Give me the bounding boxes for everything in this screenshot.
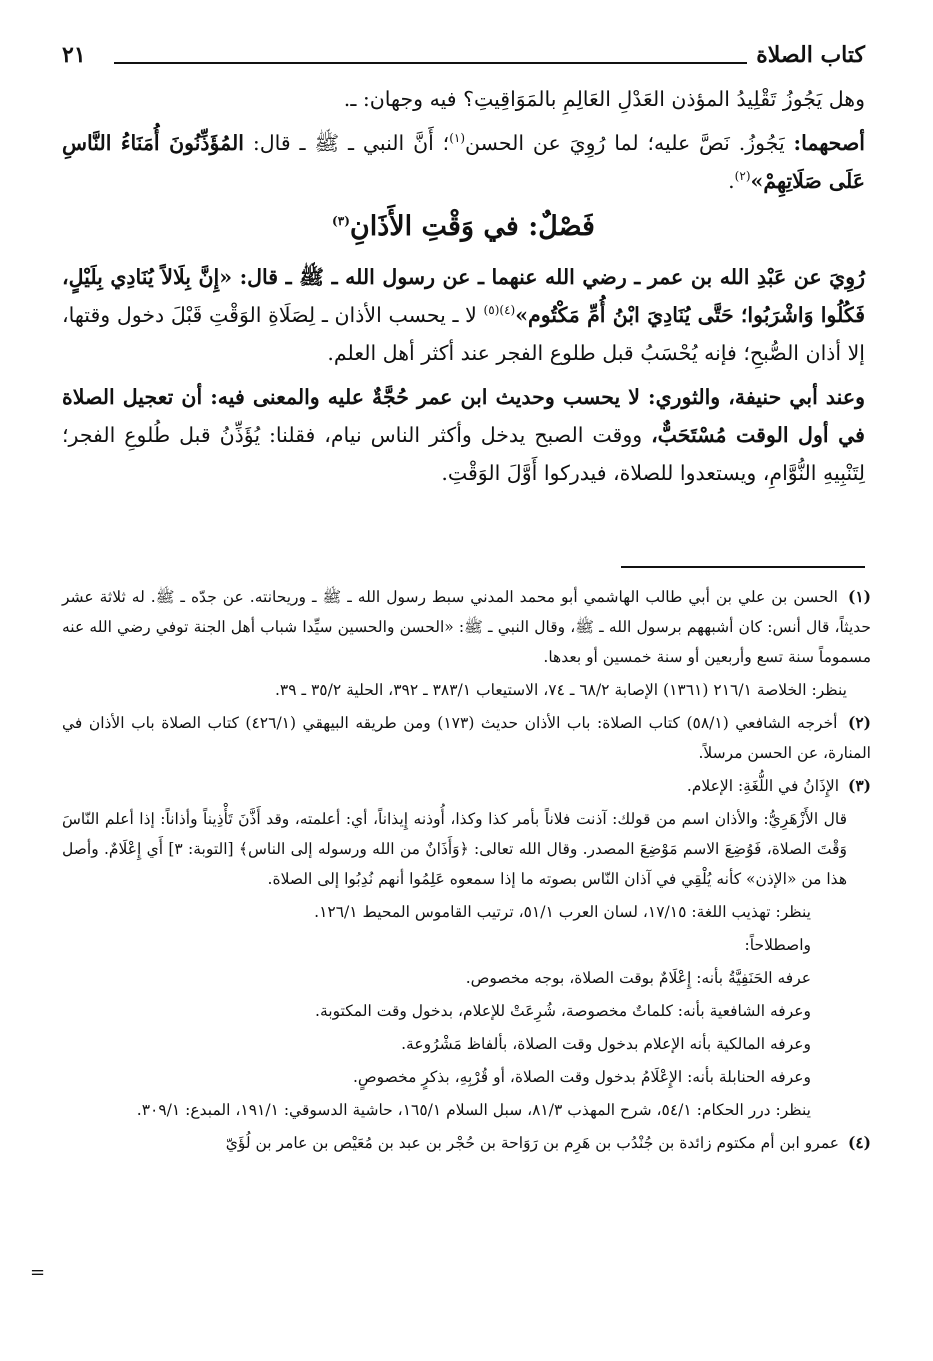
footnote-4-text: عمرو ابن أم مكتوم زائدة بن جُنْدُب بن هَرِم بن رَوَاحة بن حُجْر بن عبد بن مُعَيْص بن عامر بن لُؤَيّ <box>225 1134 840 1152</box>
footnote-2-number: (٢) <box>848 713 872 732</box>
footnote-3-hanafi: عرفه الحَنَفِيَّةُ بأنه: إِعْلَامٌ بوقت الصلاة، بوجه مخصوص. <box>465 969 811 987</box>
section-heading <box>62 206 865 248</box>
footnote-3-azhari: قال الأَزْهَرِيُّ: والأذان اسم من قولك: آذنت فلاناً بأمر كذا وكذا، أُوذنه إِيذاناً، أي: أعلمته، وقد أَذَّنَ تَأْذِيناً وأذاناً: إذا أعلم النّاسَ وَقْتَ الصلاة، فَوُضِعَ الاسم مَوْضِعَ المصدر. وقال الله تعالى: ﴿وَأَذَانٌ من الله ورسوله إلى الناس﴾ [التوبة: ٣] أَي إِعْلَامٌ. وأصل هذا من «الإذن» كأنه يُلْقِي في آذان النّاس بصوته ما إذا سمعوه عَلِمُوا أنهم نُدِبُوا إلى الصلاة. <box>62 810 847 888</box>
hadith-paragraph <box>62 258 865 372</box>
footnote-1-refs: ينظر: الخلاصة ٢١٦/١ (١٣٦١) الإصابة ٦٨/٢ ـ ٧٤، الاستيعاب ٣٨٣/١ ـ ٣٩٢، الحلية ٣٥/٢ ـ ٣٩. <box>274 681 847 699</box>
page-header <box>62 38 865 74</box>
footnote-1-text: الحسن بن علي بن أبي طالب الهاشمي أبو محمد المدني سبط رسول الله ـ ﷺ ـ وريحانته. عن جدّه ـ ﷺ. له ثلاثة عشر حديثاً، قال أنس: كان أشبههم برسول الله ـ ﷺ، وقال النبي ـ ﷺ: «الحسن والحسين سيِّدا شباب أهل الجنة توفي رضي الله عنه مسموماً سنة تسع وأربعين أو سنة خمسين أو بعدها. <box>62 588 871 666</box>
note-ref-2: (٢) <box>734 169 751 184</box>
footnote-3-shafii: وعرفه الشافعية بأنه: كلماتٌ مخصوصة، شُرِعَتْ للإعلام، بدخول وقت المكتوبة. <box>315 1002 811 1020</box>
running-title: كتاب الصلاة <box>756 42 865 68</box>
page-number: ٢١ <box>62 42 86 68</box>
first-view-text: يَجُوزُ. نَصَّ عليه؛ لما رُوِيَ عن الحسن <box>465 131 785 155</box>
footnote-3-term-refs: ينظر: درر الحكام: ٥٤/١، شرح المهذب ٨١/٣، سبل السلام ١٦٥/١، حاشية الدسوقي: ١٩١/١، المبدع: ٣٠٩/١. <box>136 1101 811 1119</box>
hadith-paragraph-text: رُوِيَ عن عَبْدِ الله بن عمر ـ رضي الله عنهما ـ عن رسول الله ـ ﷺ ـ قال: «إِنَّ بِلَالاً يُنَادِي بِلَيْلٍ، فَكُلُوا وَاشْرَبُوا؛ حَتَّى يُنَادِيَ ابْنُ أُمِّ مَكْتُوم» <box>62 265 865 327</box>
header-rule <box>114 62 747 64</box>
intro-question <box>62 80 865 118</box>
footnote-3-istilah: واصطلاحاً: <box>744 936 811 954</box>
first-view-text-2: ؛ أَنَّ النبي ـ ﷺ ـ قال: <box>252 131 450 155</box>
hadith-text: المُؤَذِّنُونَ أُمَنَاءُ النَّاسِ عَلَى صَلَاتِهِمْ» <box>62 131 865 193</box>
main-text <box>62 80 865 498</box>
hadith-paragraph-text-2: لا ـ يحسب الأذان ـ لِصَلَاةِ الوَقْتِ قَبْلَ دخول وقتها، إلا أذان الصُّبحِ؛ فإنه يُحْسَبُ قبل طلوع الفجر عند أكثر أهل العلم. <box>62 303 865 365</box>
footnote-4 <box>62 1128 871 1158</box>
footnote-1 <box>62 582 871 672</box>
footnote-2 <box>62 708 871 768</box>
first-view-label: أصحهما: <box>793 131 865 155</box>
footnote-3-text: الإِذَانُ في اللُّغَةِ: الإعلام. <box>686 777 840 795</box>
footnote-3-hanbali: وعرفه الحنابلة بأنه: الإِعْلَامُ بدخول وقت الصلاة، أو قُرْبِهِ، بذكرٍ مخصوصٍ. <box>352 1068 811 1086</box>
footnotes <box>62 582 871 1161</box>
first-view-paragraph: أصحهما: يَجُوزُ. نَصَّ عليه؛ لما رُوِيَ عن الحسن$^{(١)}$؛ أَنَّ النبي ـ ﷺ ـ قال: المُؤَذِّنُونَ أُمَنَاءُ النَّاسِ عَلَى صَلَاتِهِمْ»$^{(٢)}$. <box>62 131 865 193</box>
footnote-3-maliki: وعرفه المالكية بأنه الإعلام بدخول وقت الصلاة، بألفاظ مَشْرُوعة. <box>401 1035 811 1053</box>
footnote-3-lang-refs: ينظر: تهذيب اللغة: ١٧/١٥، لسان العرب ٥١/١، ترتيب القاموس المحيط ١٢٦/١. <box>314 903 811 921</box>
note-ref-1: (١) <box>449 131 466 146</box>
hanafi-paragraph-text: ووقت الصبح يدخل وأكثر الناس نيام، فقلنا: يُؤَذِّنُ قبل طُلوعِ الفجر؛ لِتَنْبِيهِ النُّوَّامِ، ويستعدوا للصلاة، فيدركوا أَوَّلَ الوَقْتِ. <box>62 423 865 485</box>
continuation-mark: = <box>30 1262 46 1283</box>
footnote-separator <box>621 566 865 568</box>
footnote-3 <box>62 771 871 801</box>
note-ref-4-5: (٤)(٥) <box>483 303 516 318</box>
hanafi-paragraph <box>62 378 865 492</box>
intro-question-text: وهل يَجُوزُ تَقْلِيدُ المؤذن العَدْلِ العَالِمِ بالمَوَاقِيتِ؟ فيه وجهان: ـ. <box>343 87 865 111</box>
footnote-2-text: أخرجه الشافعي (٥٨/١) كتاب الصلاة: باب الأذان حديث (١٧٣) ومن طريقه البيهقي (٤٢٦/١) كتاب الصلاة باب الأذان في المنارة، عن الحسن مرسلاً. <box>62 714 871 762</box>
footnote-1-number: (١) <box>847 587 871 606</box>
section-heading-text: فَصْلٌ: في وَقْتِ الأَذَانِ <box>349 211 595 242</box>
footnote-3-number: (٣) <box>847 776 871 795</box>
hanafi-paragraph-bold: وعند أبي حنيفة، والثوري: لا يحسب وحديث ابن عمر حُجَّةٌ عليه والمعنى فيه: أن تعجيل الصلاة في أول الوقت مُسْتَحَبٌّ، <box>62 385 865 447</box>
footnote-4-number: (٤) <box>847 1133 871 1152</box>
note-ref-3: (٣) <box>332 214 350 228</box>
